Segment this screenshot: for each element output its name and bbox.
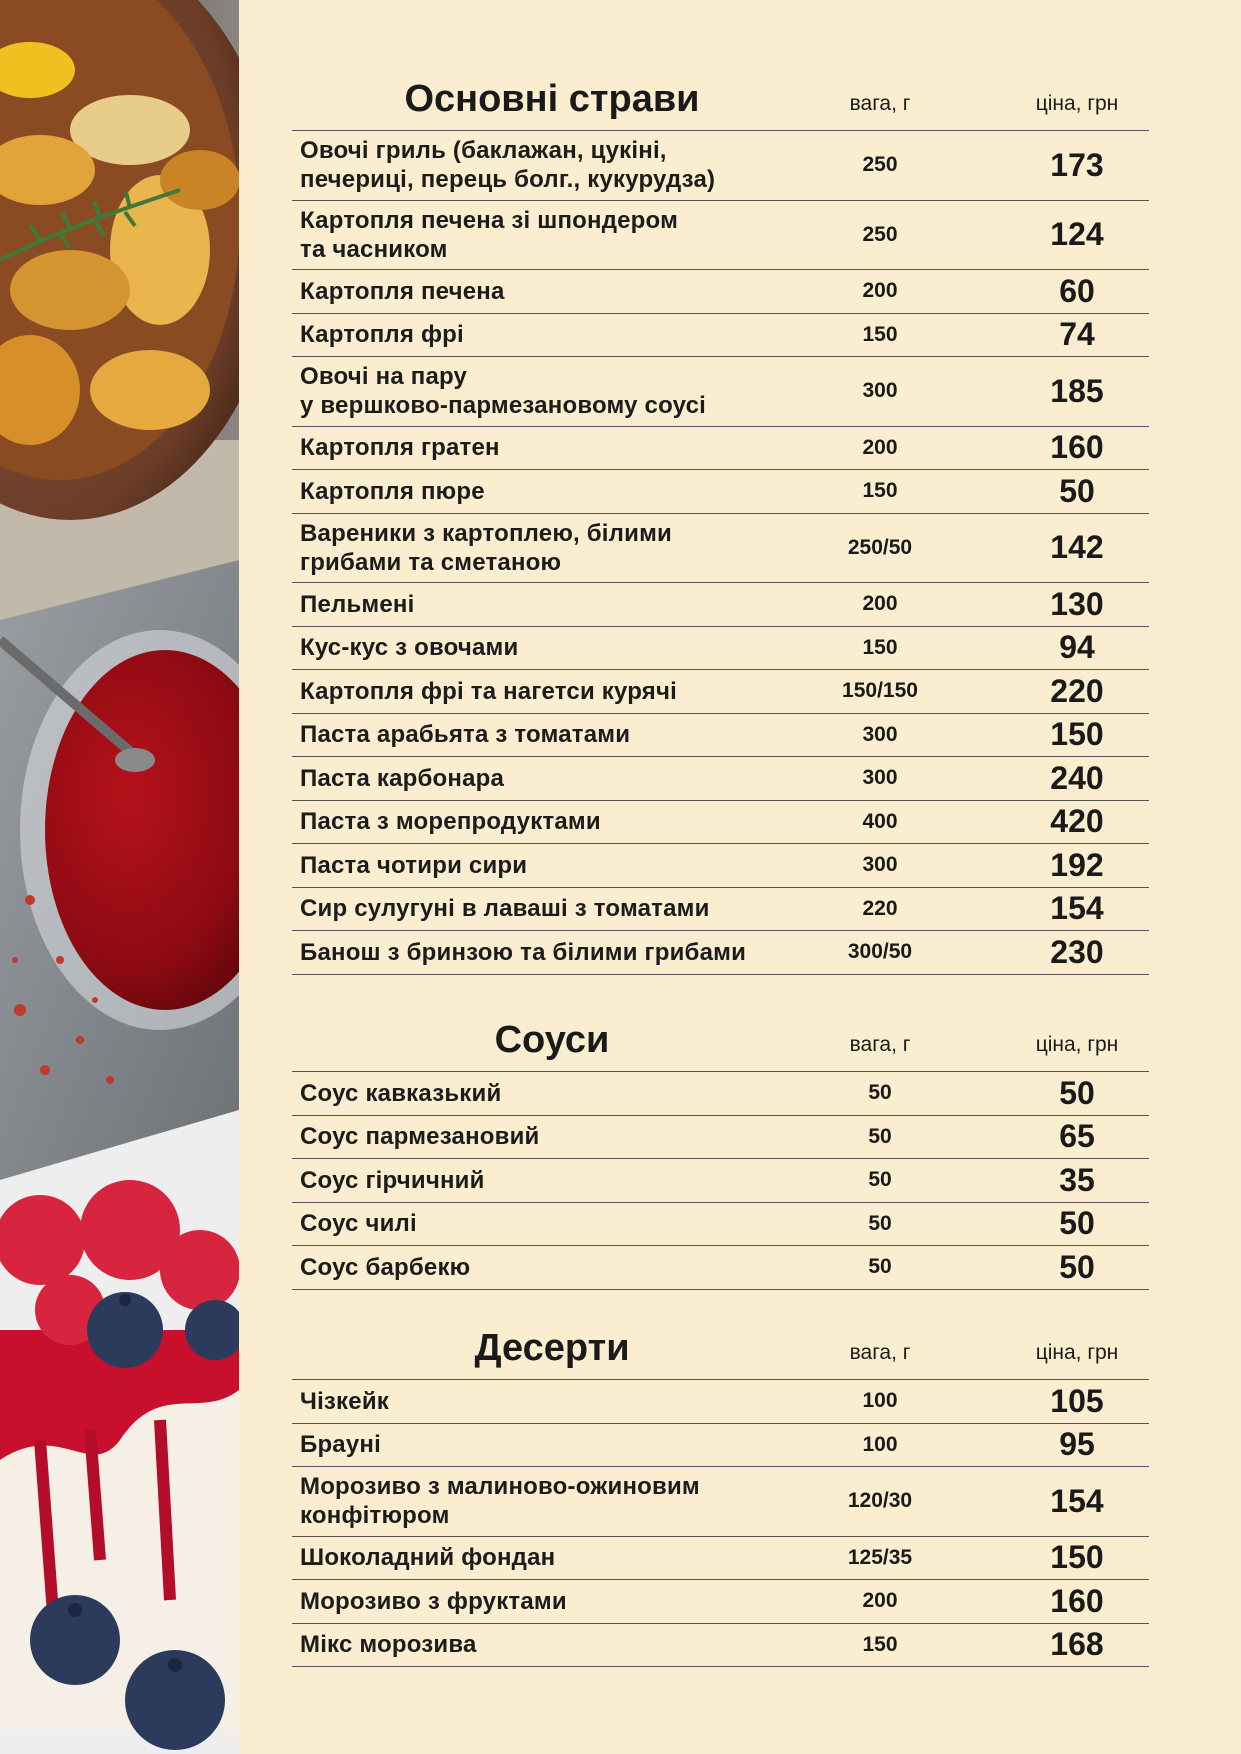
dish-price: 173 (1050, 146, 1104, 183)
baked-potatoes-photo (0, 0, 239, 640)
dish-weight: 120/30 (847, 1489, 913, 1513)
dish-name: Соус кавказький (300, 1079, 502, 1107)
menu-item-row (292, 1116, 1149, 1160)
dish-weight: 50 (868, 1081, 892, 1105)
menu-item-row (292, 670, 1149, 714)
menu-item-row (292, 427, 1149, 471)
dish-price: 74 (1059, 316, 1095, 353)
menu-item-row (292, 514, 1149, 584)
menu-item-row (292, 1580, 1149, 1624)
menu-item-row (292, 888, 1149, 932)
dish-price: 50 (1059, 472, 1095, 509)
dish-weight: 200 (862, 592, 898, 616)
dish-price: 420 (1050, 803, 1104, 840)
dish-price: 65 (1059, 1118, 1095, 1155)
dish-name: Соус чилі (300, 1210, 417, 1238)
dish-weight: 50 (868, 1168, 892, 1192)
dish-weight: 300 (862, 379, 898, 403)
menu-item-row (292, 627, 1149, 671)
dish-name: Картопля печена (300, 277, 505, 305)
menu-item-row (292, 1624, 1149, 1668)
section-header (292, 72, 1149, 131)
dish-weight: 50 (868, 1124, 892, 1148)
dish-price: 185 (1050, 372, 1104, 409)
dish-weight: 200 (862, 1589, 898, 1613)
dish-weight: 150/150 (842, 679, 918, 703)
berry-cheesecake-photo (0, 1110, 239, 1754)
dish-weight: 150 (862, 322, 898, 346)
menu-item-row (292, 314, 1149, 358)
dish-name: Морозиво з фруктами (300, 1587, 567, 1615)
dish-weight: 300 (862, 766, 898, 790)
dish-price: 160 (1050, 429, 1104, 466)
menu-item-row (292, 470, 1149, 514)
dish-weight: 150 (862, 479, 898, 503)
dish-name: Картопля гратен (300, 434, 500, 462)
dish-name: Банош з бринзою та білими грибами (300, 938, 747, 966)
dish-weight: 50 (868, 1211, 892, 1235)
dish-weight: 200 (862, 279, 898, 303)
dish-price: 105 (1050, 1382, 1104, 1419)
dish-price: 154 (1050, 890, 1104, 927)
weight-header: вага, г (849, 1033, 911, 1056)
tomato-sauce-jar-photo (0, 560, 239, 1180)
dish-weight: 300 (862, 722, 898, 746)
menu-item-row (292, 131, 1149, 201)
dish-price: 95 (1059, 1426, 1095, 1463)
dish-name: Мікс морозива (300, 1631, 477, 1659)
menu-item-row (292, 1246, 1149, 1290)
dish-price: 142 (1050, 529, 1104, 566)
weight-header: вага, г (849, 1341, 911, 1364)
section-title: Соуси (494, 1019, 610, 1061)
dish-name: Картопля пюре (300, 477, 485, 505)
menu-item-row (292, 757, 1149, 801)
dish-price: 220 (1050, 672, 1104, 709)
dish-weight: 300 (862, 853, 898, 877)
menu-item-row (292, 270, 1149, 314)
dish-name: Шоколадний фондан (300, 1544, 556, 1572)
dish-name: Паста чотири сири (300, 851, 528, 879)
dish-price: 50 (1059, 1248, 1095, 1285)
dish-price: 154 (1050, 1482, 1104, 1519)
menu-item-row (292, 844, 1149, 888)
section-header (292, 1321, 1149, 1380)
section-sauces (292, 1013, 1149, 1290)
menu-item-row (292, 1380, 1149, 1424)
dish-name: Соус пармезановий (300, 1123, 540, 1151)
dish-weight: 400 (862, 809, 898, 833)
dish-weight: 250/50 (847, 535, 913, 559)
price-header: ціна, грн (1035, 1341, 1119, 1364)
menu-item-row (292, 801, 1149, 845)
menu-item-row (292, 357, 1149, 427)
dish-weight: 200 (862, 435, 898, 459)
dish-name: Сир сулугуні в лаваші з томатами (300, 895, 710, 923)
food-photos (0, 0, 239, 1754)
menu-item-row (292, 1203, 1149, 1247)
dish-name: Картопля печена зі шпондером та часником (300, 206, 679, 263)
dish-price: 60 (1059, 272, 1095, 309)
menu-item-row (292, 1159, 1149, 1203)
dish-price: 50 (1059, 1074, 1095, 1111)
menu-item-row (292, 1537, 1149, 1581)
dish-weight: 100 (862, 1389, 898, 1413)
dish-name: Паста карбонара (300, 764, 505, 792)
dish-weight: 50 (868, 1255, 892, 1279)
dish-name: Морозиво з малиново-ожиновим конфітюром (300, 1473, 700, 1530)
dish-name: Картопля фрі та нагетси курячі (300, 677, 677, 705)
dish-name: Паста з морепродуктами (300, 808, 601, 836)
menu-item-row (292, 583, 1149, 627)
dish-price: 50 (1059, 1205, 1095, 1242)
dish-price: 150 (1050, 1539, 1104, 1576)
dish-name: Пельмені (300, 590, 415, 618)
section-header (292, 1013, 1149, 1072)
dish-name: Вареники з картоплею, білими грибами та сметаною (300, 519, 672, 576)
weight-header: вага, г (849, 92, 911, 115)
dish-name: Паста арабьята з томатами (300, 721, 631, 749)
price-header: ціна, грн (1035, 1033, 1119, 1056)
dish-price: 150 (1050, 716, 1104, 753)
dish-price: 160 (1050, 1582, 1104, 1619)
dish-weight: 250 (862, 222, 898, 246)
dish-name: Овочі на пару у вершково-пармезановому соусі (300, 363, 707, 420)
menu-item-row (292, 1072, 1149, 1116)
dish-price: 130 (1050, 585, 1104, 622)
menu-item-row (292, 201, 1149, 271)
dish-weight: 220 (862, 896, 898, 920)
dish-name: Кус-кус з овочами (300, 634, 519, 662)
section-title: Десерти (474, 1327, 630, 1369)
dish-weight: 150 (862, 635, 898, 659)
dish-weight: 100 (862, 1432, 898, 1456)
dish-name: Овочі гриль (баклажан, цукіні, печериці, перець болг., кукурудза) (300, 137, 716, 194)
dish-price: 94 (1059, 629, 1095, 666)
price-header: ціна, грн (1035, 92, 1119, 115)
dish-weight: 150 (862, 1632, 898, 1656)
menu-item-row (292, 714, 1149, 758)
dish-name: Соус барбекю (300, 1253, 471, 1281)
dish-price: 35 (1059, 1161, 1095, 1198)
menu-item-row (292, 1467, 1149, 1537)
dish-weight: 125/35 (847, 1545, 913, 1569)
dish-name: Брауні (300, 1431, 381, 1459)
dish-price: 124 (1050, 216, 1104, 253)
dish-weight: 300/50 (847, 940, 913, 964)
dish-name: Чізкейк (300, 1387, 389, 1415)
menu-item-row (292, 1424, 1149, 1468)
dish-name: Картопля фрі (300, 321, 464, 349)
dish-price: 168 (1050, 1626, 1104, 1663)
dish-weight: 250 (862, 153, 898, 177)
section-title: Основні страви (404, 78, 700, 120)
dish-name: Соус гірчичний (300, 1166, 485, 1194)
dish-price: 230 (1050, 933, 1104, 970)
photo-strip (0, 0, 239, 1754)
section-desserts (292, 1321, 1149, 1667)
menu-item-row (292, 931, 1149, 975)
dish-price: 192 (1050, 846, 1104, 883)
section-main-dishes (292, 72, 1149, 975)
dish-price: 240 (1050, 759, 1104, 796)
